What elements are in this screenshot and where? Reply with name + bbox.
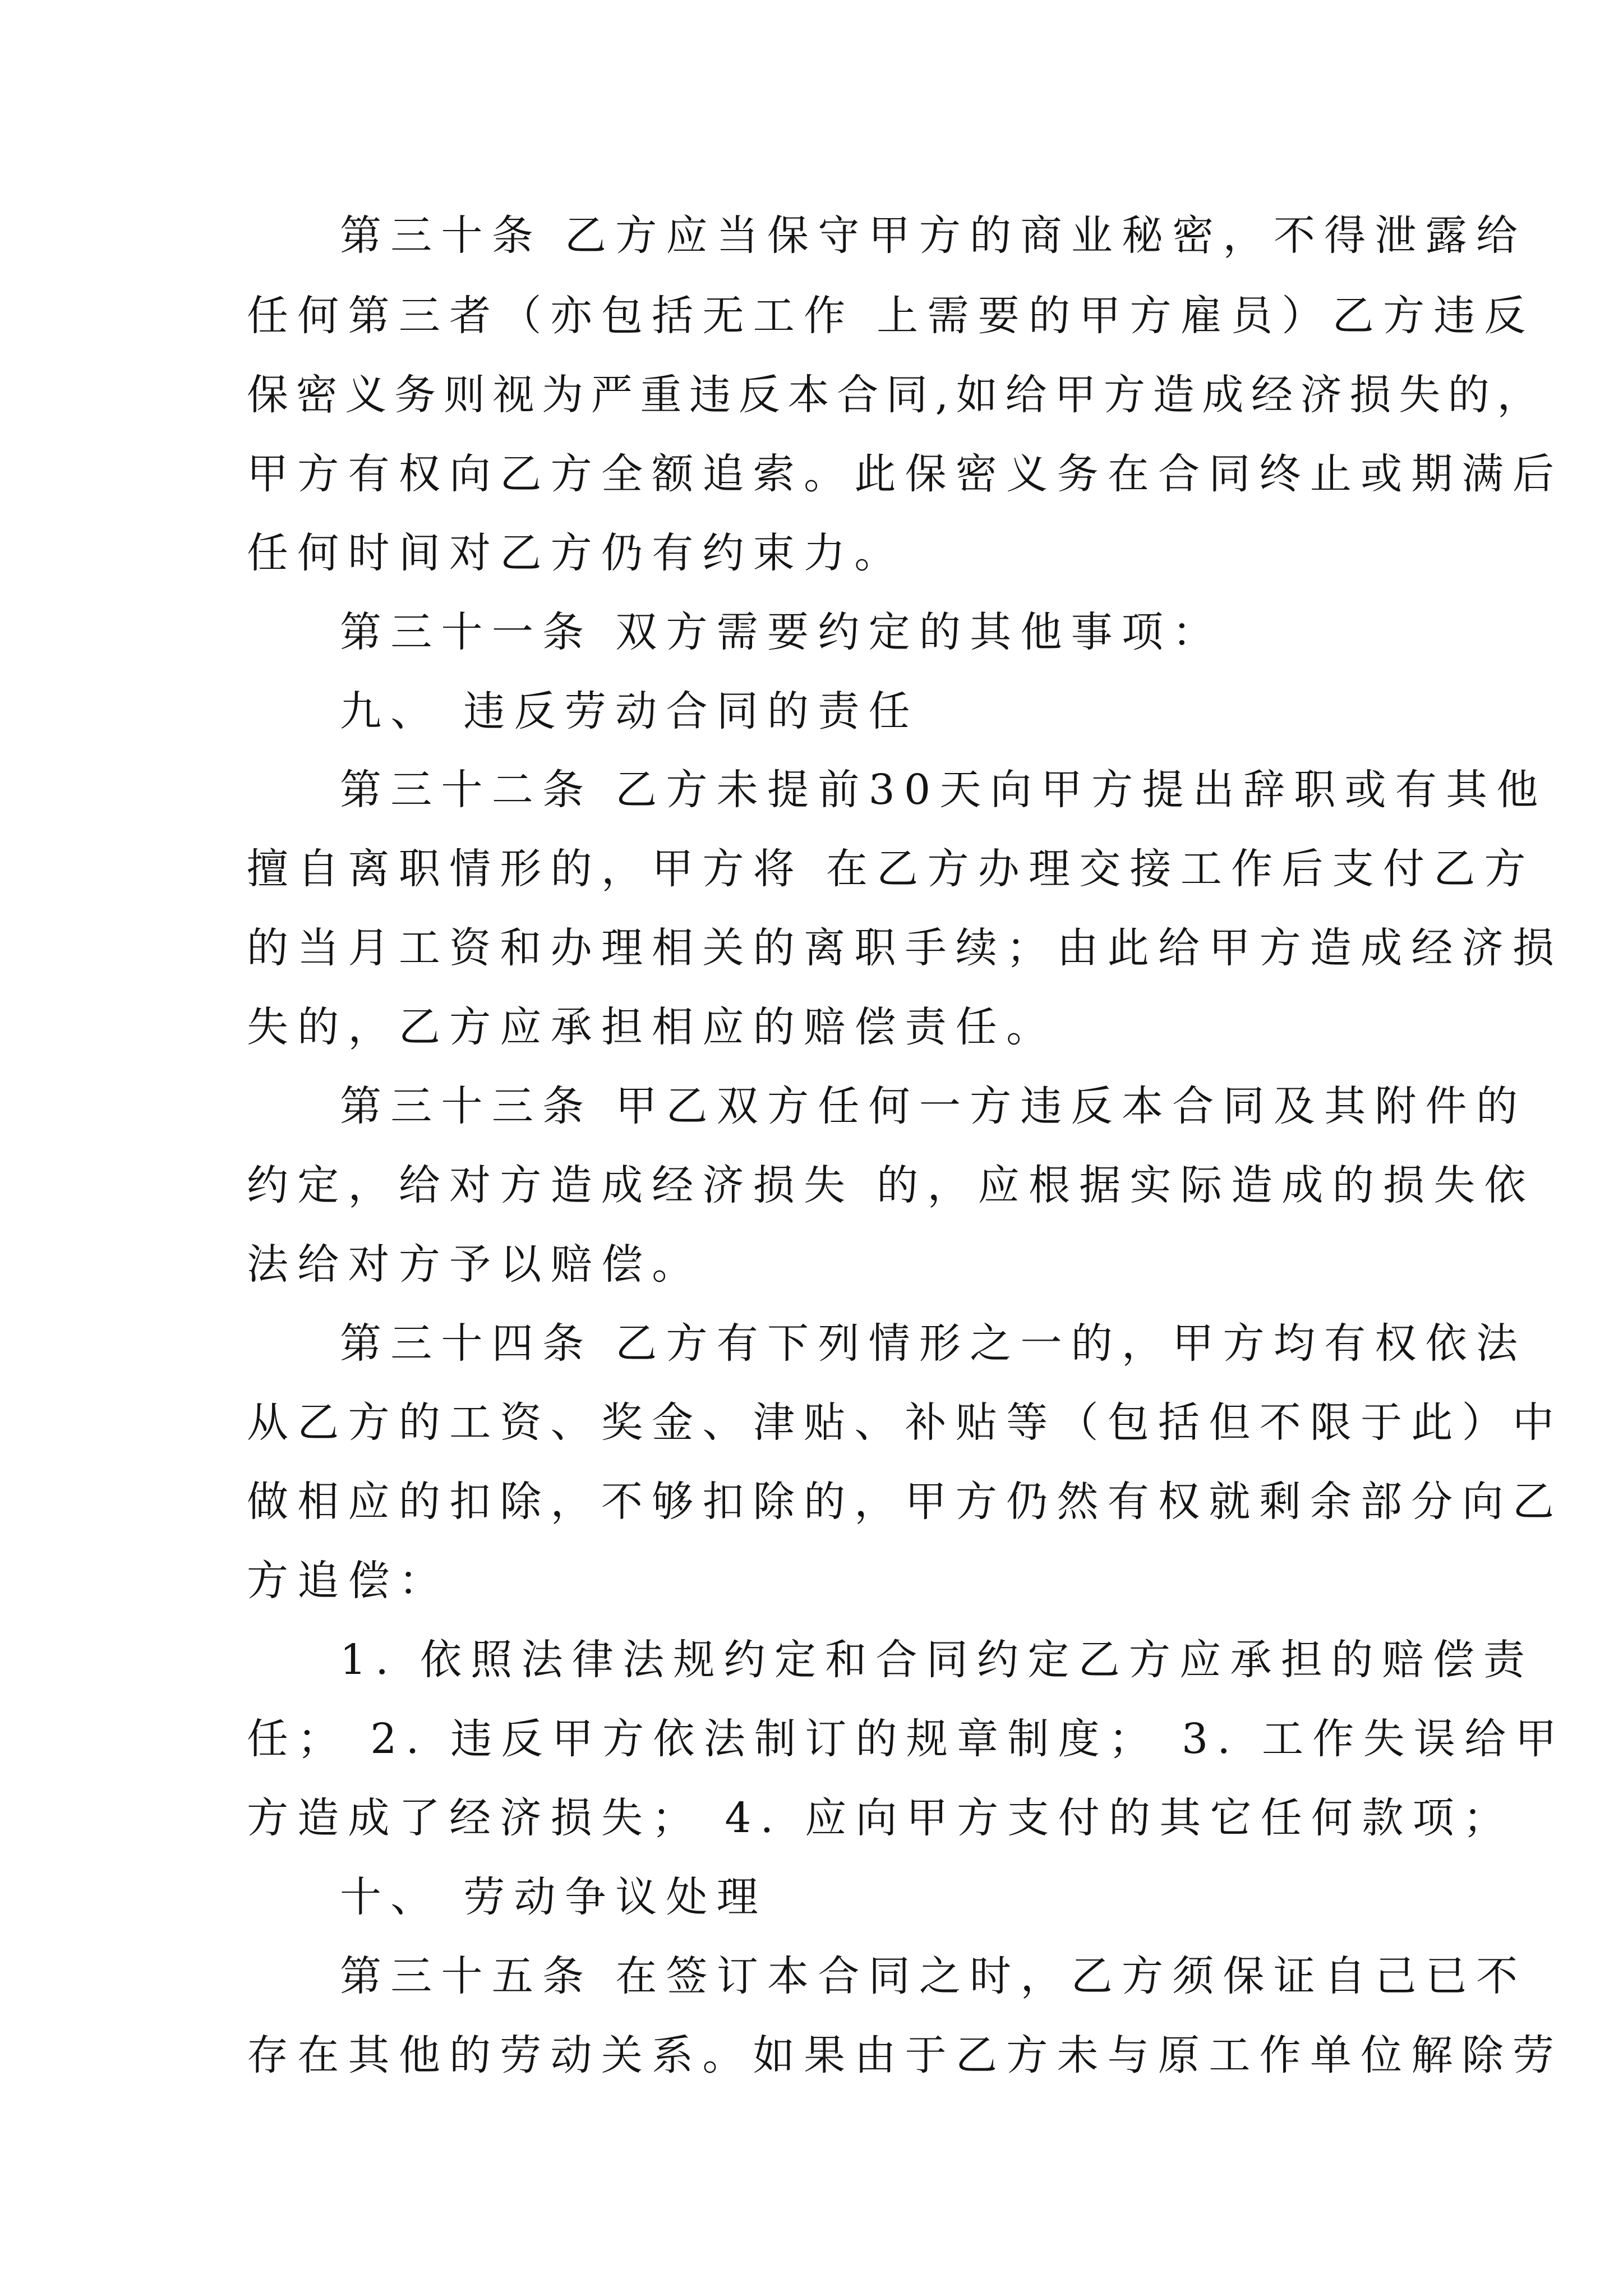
text-line: 第三十二条 乙方未提前30天向甲方提出辞职或有其他 (340, 766, 1547, 814)
text-line: 第三十条 乙方应当保守甲方的商业秘密，不得泄露给 (340, 211, 1527, 260)
text-line: 存在其他的劳动关系。如果由于乙方未与原工作单位解除劳 (247, 2031, 1564, 2079)
text-line: 甲方有权向乙方全额追索。此保密义务在合同终止或期满后 (247, 450, 1564, 498)
list-line: 任； 2. 违反甲方依法制订的规章制度； 3. 工作失误给甲 (247, 1715, 1566, 1763)
text-line: 第三十三条 甲乙双方任何一方违反本合同及其附件的 (340, 1082, 1527, 1130)
text-line: 保密义务则视为严重违反本合同,如给甲方造成经济损失的， (247, 371, 1547, 419)
text-line: 任何第三者（亦包括无工作 上需要的甲方雇员）乙方违反 (247, 292, 1535, 340)
text-line: 方追偿： (247, 1557, 450, 1605)
text-line: 失的，乙方应承担相应的赔偿责任。 (247, 1003, 1057, 1051)
text-line: 法给对方予以赔偿。 (247, 1240, 703, 1289)
text-line: 从乙方的工资、奖金、津贴、补贴等（包括但不限于此）中 (247, 1398, 1564, 1447)
text-line: 擅自离职情形的，甲方将 在乙方办理交接工作后支付乙方 (247, 845, 1535, 893)
list-line: 方造成了经济损失； 4. 应向甲方支付的其它任何款项； (247, 1794, 1514, 1842)
text-line: 约定，给对方造成经济损失 的，应根据实际造成的损失依 (247, 1161, 1535, 1209)
list-line: 1. 依照法律法规约定和合同约定乙方应承担的赔偿责 (340, 1636, 1534, 1684)
text-line: 的当月工资和办理相关的离职手续；由此给甲方造成经济损 (247, 924, 1564, 972)
text-line: 第三十四条 乙方有下列情形之一的，甲方均有权依法 (340, 1319, 1527, 1368)
section-heading: 九、 违反劳动合同的责任 (340, 687, 919, 735)
article-heading: 第三十一条 双方需要约定的其他事项： (340, 608, 1223, 656)
text-line: 第三十五条 在签订本合同之时，乙方须保证自己已不 (340, 1952, 1527, 2000)
section-heading: 十、 劳动争议处理 (340, 1873, 768, 1921)
text-line: 任何时间对乙方仍有约束力。 (247, 529, 905, 577)
text-line: 做相应的扣除，不够扣除的，甲方仍然有权就剩余部分向乙 (247, 1478, 1564, 1526)
